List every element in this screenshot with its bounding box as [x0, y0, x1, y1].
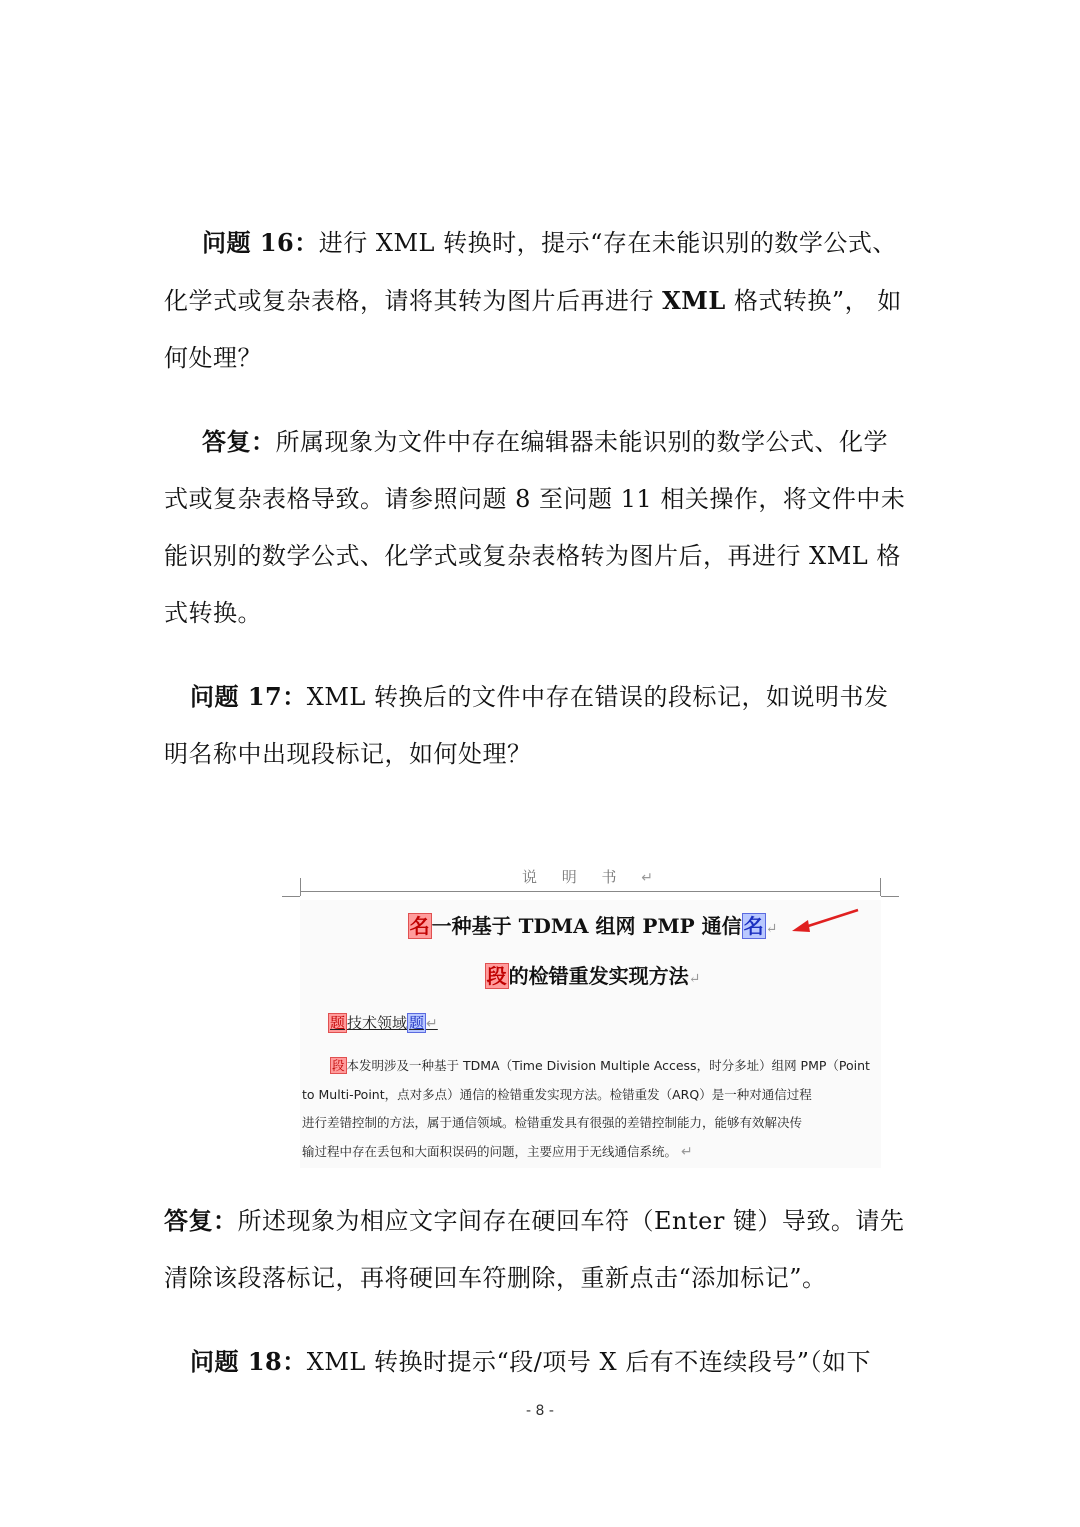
answer-16-line-2: 式或复杂表格导致。请参照问题 8 至问题 11 相关操作，将文件中未: [164, 485, 906, 513]
invention-title-line-2: 段 的检错重发实现方法↵: [486, 964, 701, 988]
section-heading: 题 技术领域 题 ↵: [330, 1014, 438, 1032]
answer-17-line-1: 答复：所述现象为相应文字间存在硬回车符（Enter 键）导致。请先: [164, 1206, 905, 1235]
question-18-line-1: 问题 18：XML 转换时提示“段/项号 X 后有不连续段号”（如下: [190, 1347, 871, 1376]
paragraph-mark: 段: [332, 1058, 345, 1073]
answer-16-line-3: 能识别的数学公式、化学式或复杂表格转为图片后，再进行 XML 格: [164, 542, 901, 570]
question-label: 问题 17：: [190, 682, 307, 711]
heading-end-mark: 题: [409, 1014, 425, 1032]
question-17-line-2: 明名称中出现段标记，如何处理？: [164, 740, 532, 768]
answer-label: 答复：: [202, 427, 276, 456]
question-18: [164, 1333, 924, 1391]
answer-16-line-1: 答复：所属现象为文件中存在编辑器未能识别的数学公式、化学: [202, 427, 888, 456]
header-divider: [300, 891, 881, 892]
question-17-line-1: 问题 17：XML 转换后的文件中存在错误的段标记，如说明书发: [190, 682, 889, 711]
answer-17-line-2: 清除该段落标记，再将硬回车符删除，重新点击“添加标记”。: [164, 1264, 827, 1292]
title-start-mark: 名: [409, 914, 430, 938]
answer-17: [164, 1192, 924, 1307]
answer-16-line-4: 式转换。: [164, 599, 262, 627]
question-17: [164, 668, 924, 783]
title-end-mark: 名: [743, 914, 764, 938]
heading-start-mark: 题: [330, 1014, 346, 1032]
paragraph-mark: 段: [486, 964, 507, 988]
header-corner-mark-right: [880, 878, 881, 896]
question-16-line-1: 问题 16：进行 XML 转换时，提示“存在未能识别的数学公式、: [202, 228, 897, 257]
margin-corner-left: [282, 896, 300, 897]
question-16-line-3: 何处理？: [164, 344, 262, 372]
question-16: [164, 214, 924, 387]
header-corner-mark-left: [300, 878, 301, 896]
invention-title-line-1: 名 一种基于 TDMA 组网 PMP 通信 名 ↵: [409, 914, 778, 938]
page-header-title: 说 明 书 ↵: [521, 868, 664, 886]
technical-field-paragraph: 段 本发明涉及一种基于 TDMA（Time Division Multiple Access，时分多址）组网 PMP（Point to Multi-Point，点对多点）通信的检错重发实现方法。检错重发（ARQ）是一种对通信过程 进行差错控制的方法，属于通信领域。检错重发具有很强的差错控制能力，能够有效解决传 输过程中存在丢包和大面积误码的问题，主要应用于无线通信系统。 ↵: [302, 1058, 870, 1160]
red-arrow-icon: [786, 906, 866, 936]
question-label: 问题 16：: [202, 228, 319, 257]
question-label: 问题 18：: [190, 1347, 307, 1376]
document-screenshot: [280, 858, 905, 1168]
answer-label: 答复：: [164, 1206, 238, 1235]
question-16-line-2: 化学式或复杂表格，请将其转为图片后再进行 XML 格式转换”， 如: [164, 286, 902, 315]
page-number: - 8 -: [526, 1403, 554, 1419]
answer-16: [164, 413, 924, 642]
margin-corner-right: [881, 896, 899, 897]
